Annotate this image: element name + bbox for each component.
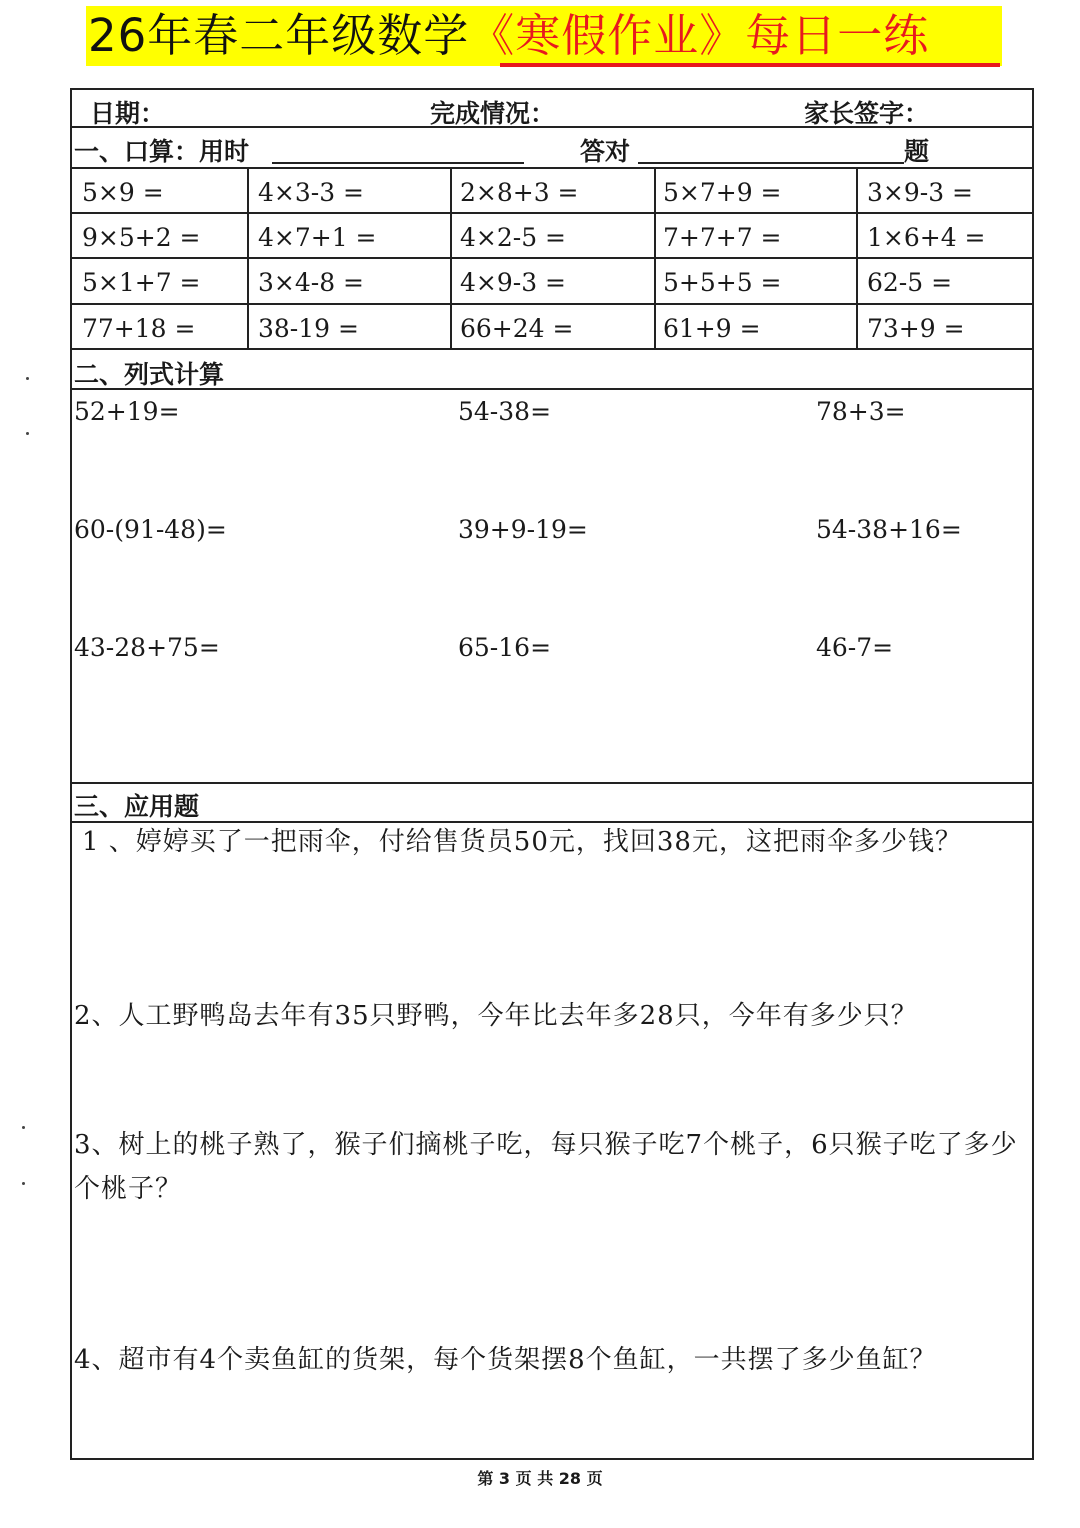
col-rule [247,167,249,348]
oral-cell: 2×8+3 = [460,178,579,207]
oral-cell: 3×9-3 = [867,178,974,207]
oral-cell: 4×3-3 = [258,178,365,207]
oral-cell: 4×9-3 = [460,268,567,297]
rule [72,303,1032,305]
section3-heading: 三、应用题 [74,792,200,821]
calc-expression: 52+19= [74,397,180,426]
correct-label: 答对 [580,137,631,166]
calc-expression: 54-38= [458,397,552,426]
oral-cell: 1×6+4 = [867,223,986,252]
title-part2: 《寒假作业》每日一练 [469,9,930,62]
calc-expression: 60-(91-48)= [74,515,227,544]
col-rule [450,167,452,348]
calc-expression: 65-16= [458,633,552,662]
scan-speck [26,432,29,435]
title-underline [500,63,1000,67]
word-problem: 4、超市有4个卖鱼缸的货架，每个货架摆8个鱼缸，一共摆了多少鱼缸？ [74,1345,937,1375]
oral-cell: 5×1+7 = [82,268,201,297]
calc-expression: 46-7= [816,633,894,662]
date-label: 日期： [90,99,166,128]
scan-speck [22,1182,25,1185]
oral-cell: 7+7+7 = [663,223,782,252]
oral-cell: 66+24 = [460,314,574,343]
oral-cell: 9×5+2 = [82,223,201,252]
scan-speck [26,377,29,380]
rule [72,257,1032,259]
calc-expression: 54-38+16= [816,515,962,544]
col-rule [856,167,858,348]
correct-blank [638,140,904,164]
oral-cell: 5×7+9 = [663,178,782,207]
col-rule [654,167,656,348]
oral-cell: 73+9 = [867,314,965,343]
completion-label: 完成情况： [430,99,556,128]
word-problem: 1 、婷婷买了一把雨伞，付给售货员50元，找回38元，这把雨伞多少钱？ [82,827,962,857]
title-part1: 26年春二年级数学 [88,9,470,62]
word-problem: 3、树上的桃子熟了，猴子们摘桃子吃，每只猴子吃7个桃子，6只猴子吃了多少个桃子？ [74,1130,1018,1204]
word-problem: 2、人工野鸭岛去年有35只野鸭，今年比去年多28只，今年有多少只？ [74,1001,918,1031]
calc-expression: 39+9-19= [458,515,588,544]
calc-expression: 43-28+75= [74,633,220,662]
oral-cell: 5+5+5 = [663,268,782,297]
time-blank [272,140,524,164]
oral-cell: 61+9 = [663,314,761,343]
section1-heading: 一、口算：用时 [74,137,250,166]
oral-cell: 38-19 = [258,314,359,343]
oral-cell: 3×4-8 = [258,268,365,297]
rule [72,782,1032,784]
parent-sign-label: 家长签字： [804,99,930,128]
oral-cell: 62-5 = [867,268,953,297]
page-footer: 第 3 页 共 28 页 [477,1469,603,1488]
unit-label: 题 [904,137,930,166]
oral-cell: 4×2-5 = [460,223,567,252]
oral-cell: 77+18 = [82,314,196,343]
calc-expression: 78+3= [816,397,906,426]
section2-heading: 二、列式计算 [74,360,225,389]
page-title [86,6,1002,66]
rule [72,212,1032,214]
oral-cell: 5×9 = [82,178,164,207]
oral-cell: 4×7+1 = [258,223,377,252]
rule [72,348,1032,350]
worksheet [70,88,1034,1460]
scan-speck [22,1126,25,1129]
